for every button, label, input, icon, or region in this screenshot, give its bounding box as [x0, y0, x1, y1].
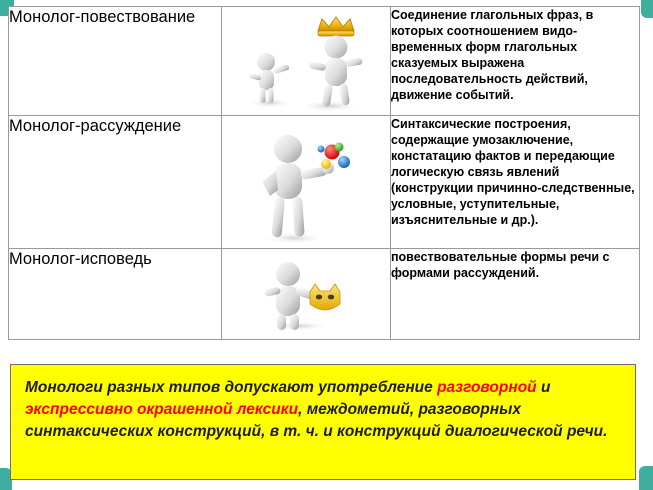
summary-note-box: [10, 364, 636, 480]
definition-cell: Синтаксические построения, содержащие умозаключение, констатацию фактов и передающие логическую связь явлений (конструкции причинно-следственные, условные, уступительные, изъяснительные и др.).: [391, 116, 640, 249]
king-and-small-figure-icon: [222, 7, 390, 115]
figure-with-mask-icon: [222, 249, 390, 339]
note-part-2: и: [536, 379, 551, 396]
table-row: [9, 249, 640, 340]
note-highlight-1: разговорной: [437, 379, 537, 396]
corner-accent-top-right: [641, 0, 653, 18]
corner-accent-bottom-right: [639, 466, 653, 490]
note-highlight-2: экспрессивно окрашенной лексики: [25, 401, 299, 418]
summary-note-text: [25, 377, 621, 443]
illustration-cell: [222, 116, 391, 249]
illustration-cell: [222, 7, 391, 116]
table-row: [9, 116, 640, 249]
definitions-table-container: [8, 6, 638, 340]
table-row: [9, 7, 640, 116]
definition-cell: Соединение глагольных фраз, в которых соотношением видо-временных форм глагольных сказуемых выражена последовательность действий, движение событий.: [391, 7, 640, 116]
term-cell: Монолог-повествование: [9, 7, 222, 116]
definitions-table: [8, 6, 640, 340]
term-cell: Монолог-исповедь: [9, 249, 222, 340]
definition-cell: повествовательные формы речи с формами рассуждений.: [391, 249, 640, 340]
note-part-3: , междометий, разговорных синтаксических конструкций, в т. ч. и конструкций диалогической речи.: [25, 401, 608, 440]
figure-with-idea-spheres-icon: [222, 116, 390, 248]
illustration-cell: [222, 249, 391, 340]
term-cell: Монолог-рассуждение: [9, 116, 222, 249]
note-part-1: Монологи разных типов допускают употребление: [25, 379, 438, 396]
